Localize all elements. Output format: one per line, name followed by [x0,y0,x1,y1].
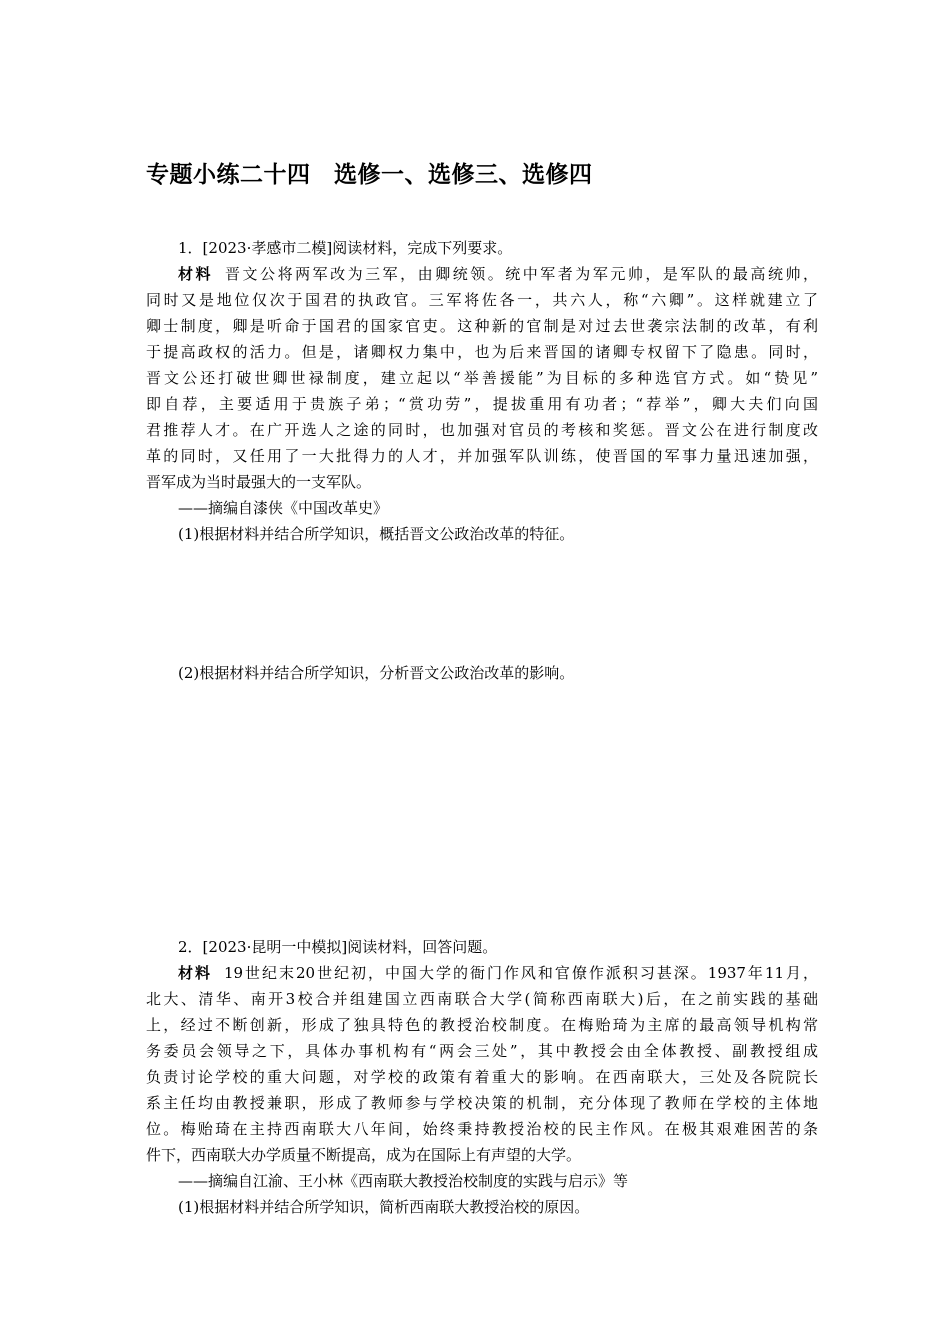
question-1-material-line: 于提高政权的活力。但是，诸卿权力集中，也为后来晋国的诸卿专权留下了隐患。同时， [146,343,818,361]
question-2-material-line: 件下，西南联大办学质量不断提高，成为在国际上有声望的大学。 [146,1146,582,1164]
question-1-material-line: 同时又是地位仅次于国君的执政官。三军将佐各一，共六人，称“六卿”。这样就建立了 [146,291,818,309]
question-2-material-line: 负责讨论学校的重大问题，对学校的政策有着重大的影响。在西南联大，三处及各院院长 [146,1068,818,1086]
question-2-material-line: 上，经过不断创新，形成了独具特色的教授治校制度。在梅贻琦为主席的最高领导机构常 [146,1016,818,1034]
question-2-sub-1: (1)根据材料并结合所学知识，简析西南联大教授治校的原因。 [178,1198,590,1216]
question-1-material-line: 即自荐，主要适用于贵族子弟；“赏功劳”，提拔重用有功者；“荐举”，卿大夫们向国 [146,395,818,413]
question-2-heading: 2．[2023·昆明一中模拟]阅读材料，回答问题。 [178,938,498,956]
question-2-material-line: 系主任均由教授兼职，形成了教师参与学校决策的机制，充分体现了教师在学校的主体地 [146,1094,818,1112]
question-2-source: ——摘编自江渝、王小林《西南联大教授治校制度的实践与启示》等 [178,1172,629,1190]
question-1-material-line: 材料 晋文公将两军改为三军，由卿统领。统中军者为军元帅，是军队的最高统帅， [178,265,818,283]
question-2-material-line: 材料 19世纪末20世纪初，中国大学的衙门作风和官僚作派积习甚深。1937年11月， [178,964,818,982]
question-1-sub-2: (2)根据材料并结合所学知识，分析晋文公政治改革的影响。 [178,664,575,682]
material-label: 材料 [178,964,212,982]
question-1-material-line: 晋文公还打破世卿世禄制度，建立起以“举善援能”为目标的多种选官方式。如“贽见” [146,369,818,387]
question-1-material-line: 晋军成为当时最强大的一支军队。 [146,473,372,491]
question-1-material-line: 卿士制度，卿是听命于国君的国家官吏。这种新的官制是对过去世袭宗法制的改革，有利 [146,317,818,335]
question-1 [146,235,818,547]
material-label: 材料 [178,265,214,283]
question-2-material-line: 位。梅贻琦在主持西南联大八年间，始终秉持教授治校的民主作风。在极其艰难困苦的条 [146,1120,818,1138]
question-1-material-line: 革的同时，又任用了一大批得力的人才，并加强军队训练，使晋国的军事力量迅速加强， [146,447,818,465]
page-title: 专题小练二十四 选修一、选修三、选修四 [146,162,593,188]
question-2-material-line: 北大、清华、南开3校合并组建国立西南联合大学(简称西南联大)后，在之前实践的基础 [146,990,818,1008]
question-1-source: ——摘编自漆侠《中国改革史》 [178,499,389,517]
question-1-heading: 1．[2023·孝感市二模]阅读材料，完成下列要求。 [178,239,513,257]
question-2-material-line: 务委员会领导之下，具体办事机构有“两会三处”，其中教授会由全体教授、副教授组成 [146,1042,818,1060]
question-1-material-line: 君推荐人才。在广开选人之途的同时，也加强对官员的考核和奖惩。晋文公在进行制度改 [146,421,818,439]
question-1-sub-2-block [146,660,818,686]
question-1-sub-1: (1)根据材料并结合所学知识，概括晋文公政治改革的特征。 [178,525,575,543]
question-2 [146,934,818,1220]
